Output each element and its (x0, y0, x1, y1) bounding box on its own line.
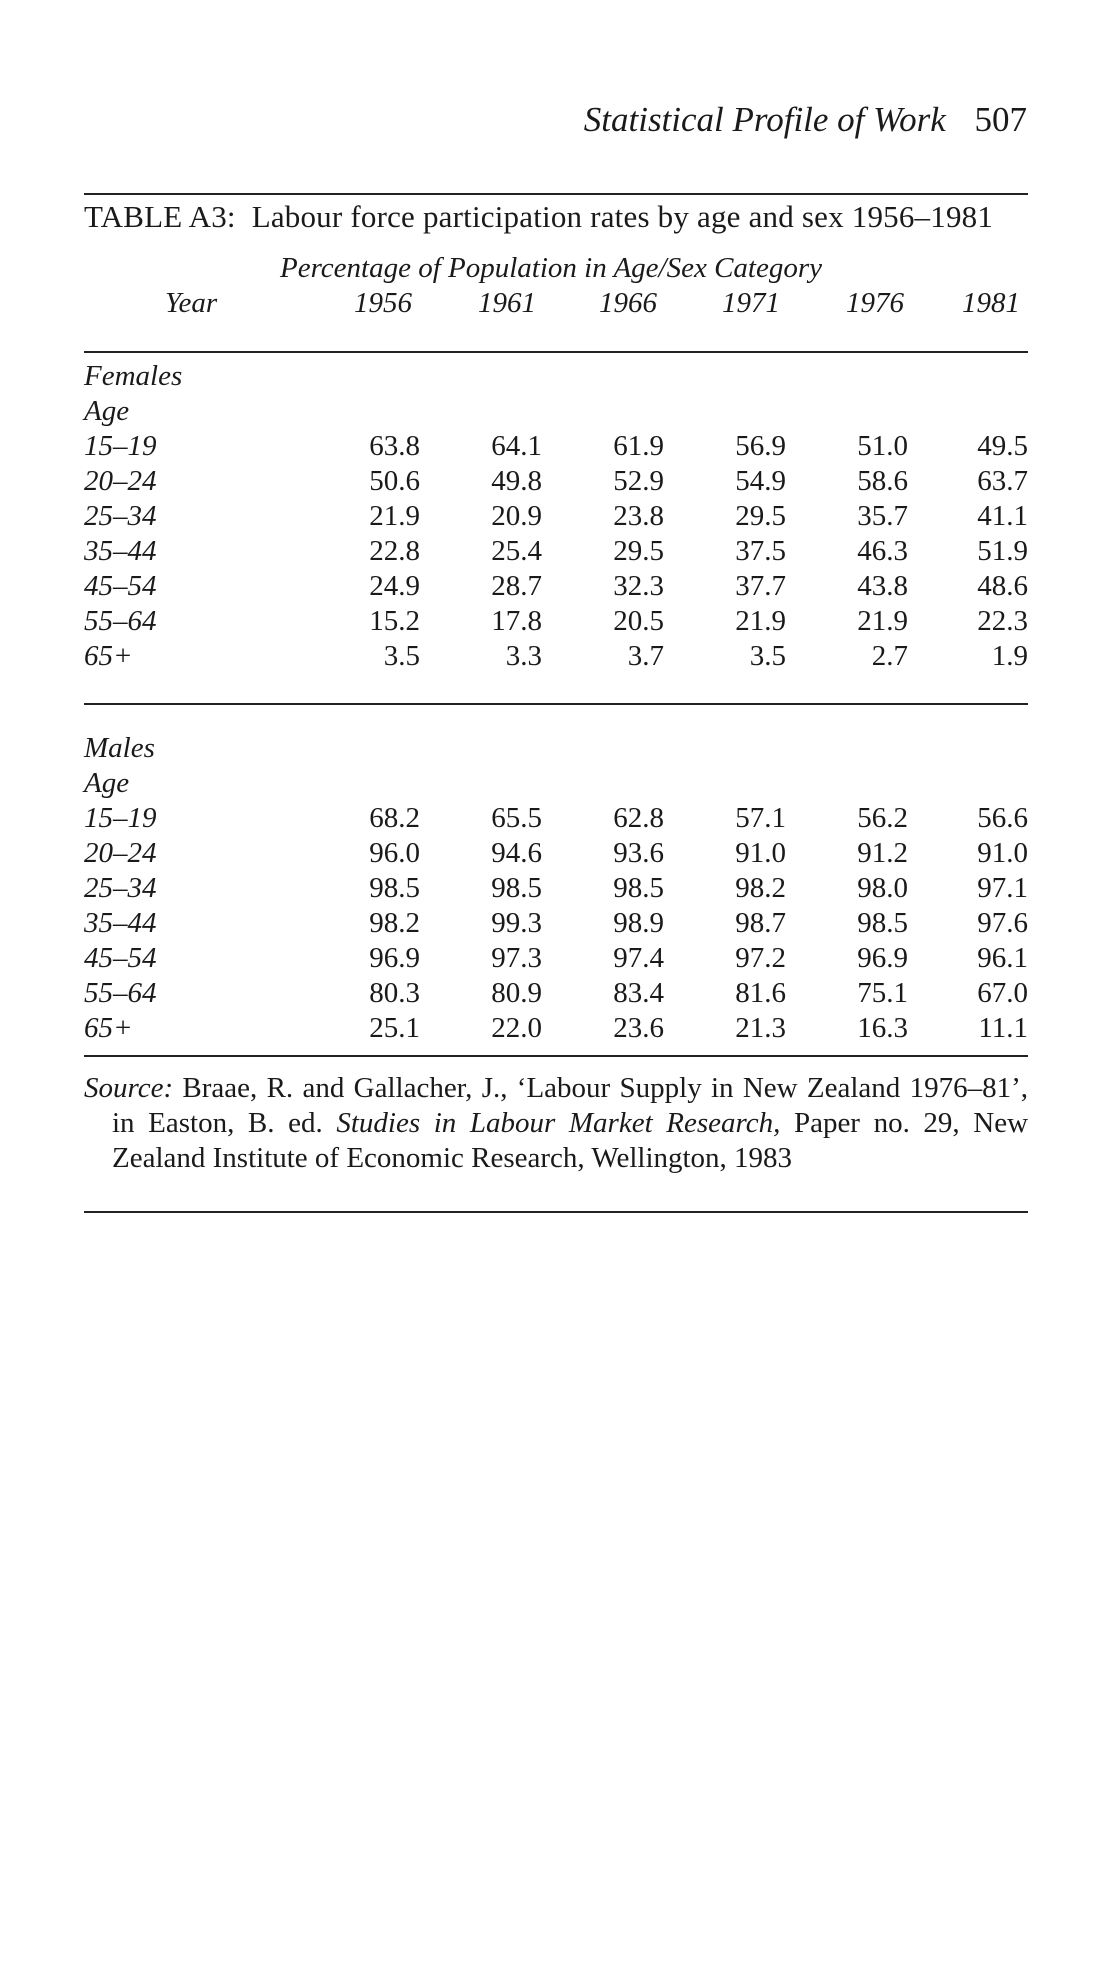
table-cell: 41.1 (977, 500, 1028, 532)
table-cell: 58.6 (857, 465, 908, 497)
table-cell: 93.6 (613, 837, 664, 869)
table-cell: 56.6 (977, 802, 1028, 834)
table-cell: 98.5 (613, 872, 664, 904)
table-cell: 98.5 (857, 907, 908, 939)
source-italic-title: Studies in Labour Market Research, (336, 1107, 781, 1139)
table-cell: 56.2 (857, 802, 908, 834)
table-cell: 80.3 (369, 977, 420, 1009)
table-cell: 21.9 (369, 500, 420, 532)
table-cell: 99.3 (491, 907, 542, 939)
table-cell: 17.8 (491, 605, 542, 637)
age-label: Age (84, 767, 130, 799)
table-cell: 98.5 (491, 872, 542, 904)
row-age-label: 55–64 (84, 977, 157, 1009)
column-group-header: Percentage of Population in Age/Sex Category (280, 252, 823, 284)
table-cell: 49.8 (491, 465, 542, 497)
table-cell: 29.5 (735, 500, 786, 532)
table-cell: 20.9 (491, 500, 542, 532)
year-col-header: 1976 (846, 287, 904, 319)
table-cell: 98.2 (735, 872, 786, 904)
table-cell: 68.2 (369, 802, 420, 834)
table-cell: 75.1 (857, 977, 908, 1009)
table-cell: 2.7 (871, 640, 908, 672)
row-age-label: 20–24 (84, 837, 157, 869)
table-cell: 91.2 (857, 837, 908, 869)
table-cell: 97.3 (491, 942, 542, 974)
row-age-label: 45–54 (84, 942, 157, 974)
running-head-title: Statistical Profile of Work (583, 100, 946, 139)
row-age-label: 35–44 (84, 907, 157, 939)
table-cell: 56.9 (735, 430, 786, 462)
table-cell: 25.4 (491, 535, 542, 567)
table-cell: 48.6 (977, 570, 1028, 602)
table-cell: 21.9 (735, 605, 786, 637)
table-cell: 98.2 (369, 907, 420, 939)
table-cell: 52.9 (613, 465, 664, 497)
table-cell: 98.9 (613, 907, 664, 939)
table-caption: Labour force participation rates by age and sex 1956–1981 (251, 199, 994, 234)
table-cell: 50.6 (369, 465, 420, 497)
row-age-label: 45–54 (84, 570, 157, 602)
table-cell: 43.8 (857, 570, 908, 602)
table-cell: 63.8 (369, 430, 420, 462)
table-cell: 32.3 (613, 570, 664, 602)
table-cell: 3.5 (383, 640, 420, 672)
row-age-label: 25–34 (84, 500, 157, 532)
year-col-header: 1971 (722, 287, 780, 319)
age-label: Age (84, 395, 130, 427)
source-text-before: Braae, R. and Gallacher, J., ‘Labour Supply in New Zealand 1976–81’, in Easton, B. ed. (112, 1072, 1028, 1139)
table-cell: 16.3 (857, 1012, 908, 1044)
table-cell: 61.9 (613, 430, 664, 462)
year-col-header: 1961 (478, 287, 536, 319)
table-cell: 96.0 (369, 837, 420, 869)
table-cell: 96.9 (857, 942, 908, 974)
table-cell: 63.7 (977, 465, 1028, 497)
table-cell: 3.5 (749, 640, 786, 672)
table-title (84, 199, 993, 235)
source-note (84, 1071, 1028, 1176)
table-cell: 54.9 (735, 465, 786, 497)
year-header: Year (165, 287, 218, 319)
table-cell: 65.5 (491, 802, 542, 834)
row-age-label: 25–34 (84, 872, 157, 904)
page-number: 507 (974, 100, 1027, 139)
table-cell: 62.8 (613, 802, 664, 834)
table-cell: 35.7 (857, 500, 908, 532)
table-cell: 22.8 (369, 535, 420, 567)
row-age-label: 15–19 (84, 802, 157, 834)
year-col-header: 1966 (599, 287, 657, 319)
section-rule (84, 703, 1028, 705)
table-cell: 67.0 (977, 977, 1028, 1009)
row-age-label: 55–64 (84, 605, 157, 637)
row-age-label: 65+ (84, 1012, 133, 1044)
year-col-header: 1956 (354, 287, 412, 319)
table-cell: 22.3 (977, 605, 1028, 637)
table-cell: 11.1 (978, 1012, 1028, 1044)
section-label: Males (84, 732, 155, 764)
header-rule (84, 351, 1028, 353)
table-cell: 21.3 (735, 1012, 786, 1044)
table-cell: 22.0 (491, 1012, 542, 1044)
table-cell: 23.6 (613, 1012, 664, 1044)
bottom-table-rule (84, 1055, 1028, 1057)
table-cell: 21.9 (857, 605, 908, 637)
table-cell: 1.9 (991, 640, 1028, 672)
table-cell: 46.3 (857, 535, 908, 567)
row-age-label: 20–24 (84, 465, 157, 497)
table-cell: 97.6 (977, 907, 1028, 939)
table-cell: 97.1 (977, 872, 1028, 904)
table-cell: 29.5 (613, 535, 664, 567)
running-head (584, 100, 1027, 140)
source-text-after: Paper no. 29, New Zealand Institute of Economic Research, Wellington, 1983 (112, 1107, 1029, 1174)
table-cell: 20.5 (613, 605, 664, 637)
table-cell: 94.6 (491, 837, 542, 869)
table-cell: 97.4 (613, 942, 664, 974)
table-cell: 98.0 (857, 872, 908, 904)
table-cell: 81.6 (735, 977, 786, 1009)
row-age-label: 15–19 (84, 430, 157, 462)
bottom-rule (84, 1211, 1028, 1213)
table-cell: 37.7 (735, 570, 786, 602)
table-cell: 57.1 (735, 802, 786, 834)
table-cell: 37.5 (735, 535, 786, 567)
table-cell: 24.9 (369, 570, 420, 602)
top-rule (84, 193, 1028, 195)
table-cell: 91.0 (735, 837, 786, 869)
table-cell: 23.8 (613, 500, 664, 532)
table-cell: 98.7 (735, 907, 786, 939)
table-cell: 3.7 (627, 640, 664, 672)
row-age-label: 65+ (84, 640, 133, 672)
source-label: Source: (84, 1072, 174, 1104)
table-cell: 51.0 (857, 430, 908, 462)
table-cell: 49.5 (977, 430, 1028, 462)
table-cell: 51.9 (977, 535, 1028, 567)
table-cell: 64.1 (491, 430, 542, 462)
table-cell: 98.5 (369, 872, 420, 904)
table-cell: 80.9 (491, 977, 542, 1009)
table-cell: 97.2 (735, 942, 786, 974)
table-cell: 91.0 (977, 837, 1028, 869)
table-cell: 3.3 (505, 640, 542, 672)
table-cell: 96.9 (369, 942, 420, 974)
row-age-label: 35–44 (84, 535, 157, 567)
table-cell: 83.4 (613, 977, 664, 1009)
table-label: TABLE A3: (84, 199, 236, 234)
table-cell: 25.1 (369, 1012, 420, 1044)
table-cell: 15.2 (369, 605, 420, 637)
section-label: Females (84, 360, 183, 392)
year-col-header: 1981 (962, 287, 1020, 319)
table-cell: 96.1 (977, 942, 1028, 974)
table-cell: 28.7 (491, 570, 542, 602)
